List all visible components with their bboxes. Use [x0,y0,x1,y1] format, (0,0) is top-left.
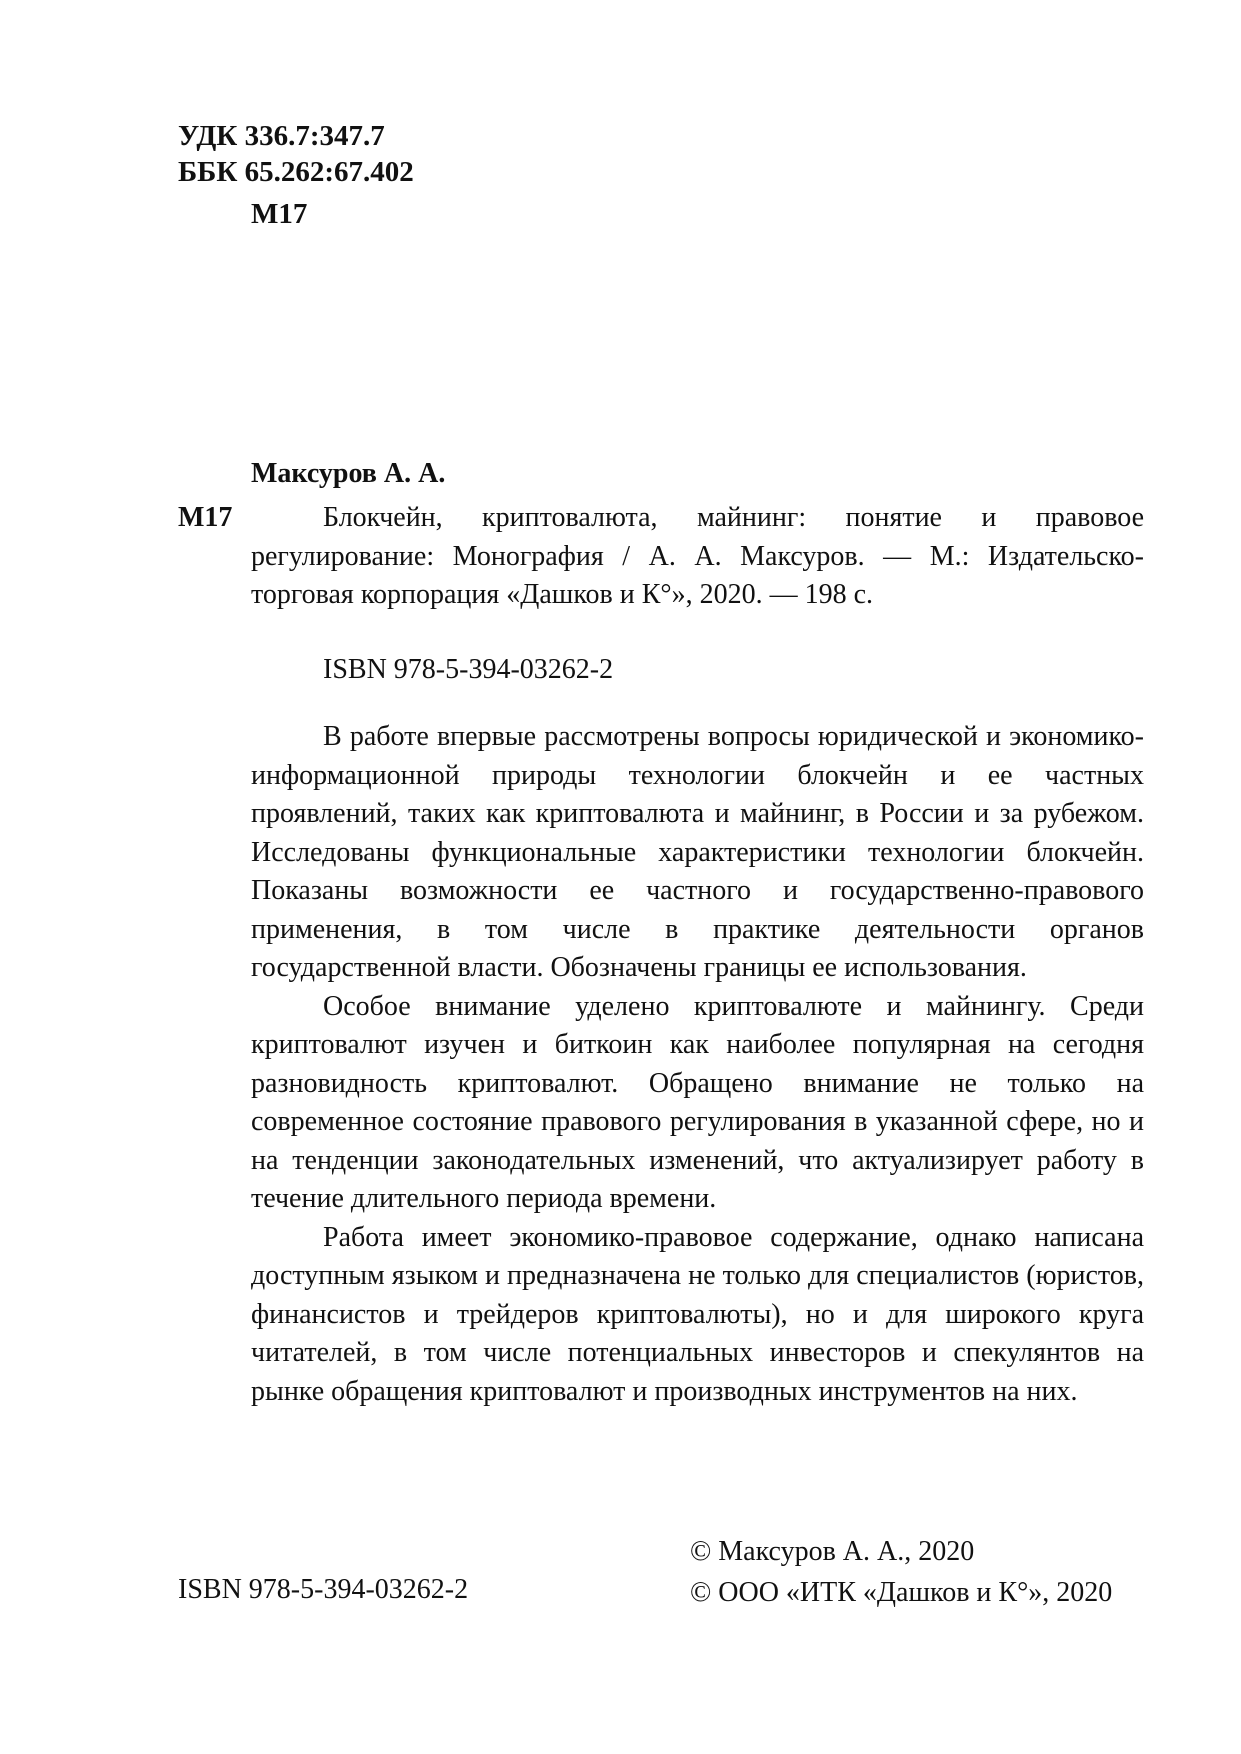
bbk-code: ББК 65.262:67.402 [178,156,414,188]
copyright-publisher: © ООО «ИТК «Дашков и К°», 2020 [690,1577,1113,1608]
udk-code: УДК 336.7:347.7 [178,120,385,152]
author-name: Максуров А. А. [251,458,446,489]
abstract [251,718,1144,1411]
classification-codes [178,118,414,232]
abstract-paragraph-3: Работа имеет экономико-правовое содержание, однако написана доступным языком и предназначена не только для специалистов (юристов, финансистов и трейдеров криптовалюты), но и для широкого круга читателей, в том числе потенциальных инвесторов и спекулянтов на рынке обращения криптовалют и производных инструментов на них. [251,1221,1144,1407]
abstract-paragraph-1: В работе впервые рассмотрены вопросы юридической и экономико-информационной природы технологии блокчейн и ее частных проявлений, таких как криптовалюта и майнинг, в России и за рубежом. Исследованы функциональные характеристики технологии блокчейн. Показаны возможности ее частного и государственно-правового применения, в том числе в практике деятельности органов государственной власти. Обозначены границы ее использования. [251,721,1144,983]
bibliographic-description: Блокчейн, криптовалюта, майнинг: понятие и правовое регулирование: Монография / А. А. Максуров. — М.: Издательско-торговая корпорация «Дашков и К°», 2020. — 198 с. [251,502,1144,610]
author-mark-entry: М17 [178,502,233,533]
copyright-block [690,1531,1112,1613]
abstract-paragraph-2: Особое внимание уделено криптовалюте и майнингу. Среди криптовалют изучен и биткоин как наиболее популярная на сегодня разновидность криптовалют. Обращено внимание не только на современное состояние правового регулирования в указанной сфере, но и на тенденции законодательных изменений, что актуализирует работу в течение длительного периода времени. [251,990,1144,1214]
isbn-footer: ISBN 978-5-394-03262-2 [178,1574,469,1605]
isbn-entry: ISBN 978-5-394-03262-2 [323,654,614,685]
author-mark-top: М17 [251,198,308,230]
copyright-author: © Максуров А. А., 2020 [690,1536,975,1567]
